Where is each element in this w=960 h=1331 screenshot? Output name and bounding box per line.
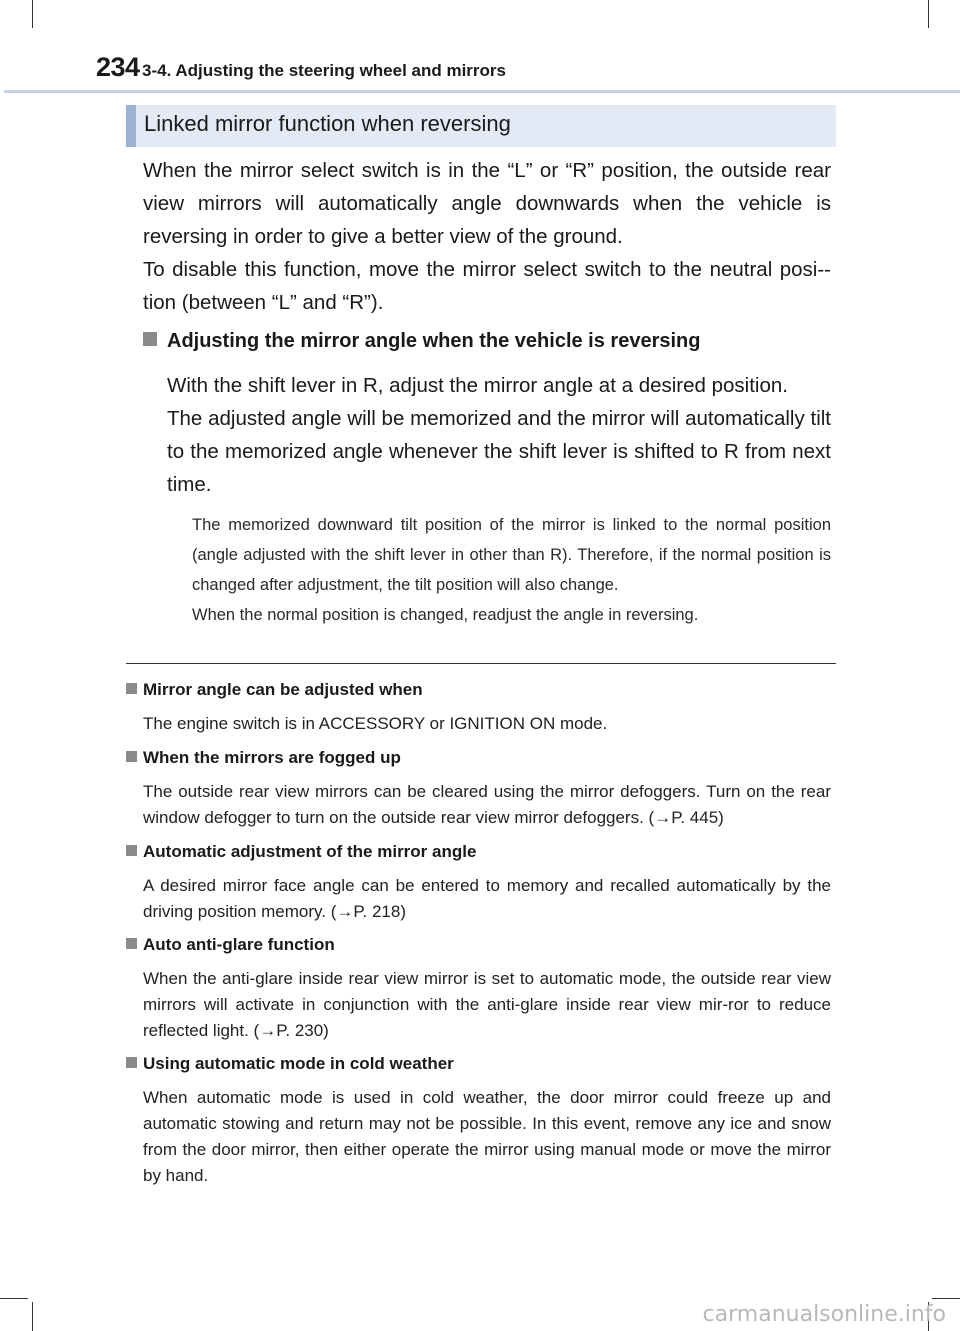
crop-mark xyxy=(32,0,33,28)
sub-heading-text: Adjusting the mirror angle when the vehicle is reversing xyxy=(167,330,701,352)
sub-heading xyxy=(143,330,700,353)
info-title: Auto anti-glare function xyxy=(126,935,335,955)
info-title: Automatic adjustment of the mirror angle xyxy=(126,842,476,862)
info-body: The outside rear view mirrors can be cleared using the mirror defoggers. Turn on the rear window defogger to turn on the outside rear view mirror defoggers. (→P. 445) xyxy=(143,782,831,827)
square-bullet-icon xyxy=(126,751,137,762)
crop-mark xyxy=(928,0,929,28)
info-title: Using automatic mode in cold weather xyxy=(126,1054,454,1074)
square-bullet-icon xyxy=(126,683,137,694)
sub-paragraph: With the shift lever in R, adjust the mirror angle at a desired position. xyxy=(167,374,788,397)
info-body: When automatic mode is used in cold weather, the door mirror could freeze up and automatic stowing and return may not be possible. In this event, remove any ice and snow from the door mirror, then either operate the mirror using manual mode or move the mirror by hand. xyxy=(143,1088,831,1185)
info-body: The engine switch is in ACCESSORY or IGNITION ON mode. xyxy=(143,714,608,733)
section-title-bar xyxy=(126,105,836,147)
section-divider xyxy=(126,663,836,664)
square-bullet-icon xyxy=(126,938,137,949)
info-title: Mirror angle can be adjusted when xyxy=(126,680,423,700)
square-bullet-icon xyxy=(126,1057,137,1068)
square-bullet-icon xyxy=(126,845,137,856)
watermark: carmanualsonline.info xyxy=(702,1302,946,1327)
crop-mark xyxy=(932,1298,960,1299)
sub-paragraph: The adjusted angle will be memorized and the mirror will automatically tilt to the memorized angle whenever the shift lever is shifted to R from next time. xyxy=(167,407,831,496)
section-title: Linked mirror function when reversing xyxy=(144,111,511,136)
info-body: When the anti-glare inside rear view mirror is set to automatic mode, the outside rear view mirrors will activate in conjunction with the anti-glare inside rear view mir-ror to reduce reflected light. (→P. 230) xyxy=(143,969,831,1040)
square-bullet-icon xyxy=(143,332,157,346)
note-paragraph: When the normal position is changed, readjust the angle in reversing. xyxy=(192,606,699,624)
info-body: A desired mirror face angle can be entered to memory and recalled automatically by the driving position memory. (→P. 218) xyxy=(143,876,831,921)
page-number: 234 xyxy=(96,52,140,82)
info-title: When the mirrors are fogged up xyxy=(126,748,401,768)
body-paragraph: When the mirror select switch is in the “L” or “R” position, the outside rear view mirrors will automatically angle downwards when the vehicle is reversing in order to give a better view of the ground. xyxy=(143,159,831,248)
body-paragraph: To disable this function, move the mirror select switch to the neutral posi-tion (between “L” and “R”). xyxy=(143,258,831,314)
chapter-title: 3-4. Adjusting the steering wheel and mirrors xyxy=(142,61,506,80)
header-rule xyxy=(4,90,960,93)
crop-mark xyxy=(32,1302,33,1331)
crop-mark xyxy=(0,1298,28,1299)
note-paragraph: The memorized downward tilt position of the mirror is linked to the normal position (angle adjusted with the shift lever in other than R). Therefore, if the normal position is changed after adjustment, the tilt position will also change. xyxy=(192,516,831,594)
